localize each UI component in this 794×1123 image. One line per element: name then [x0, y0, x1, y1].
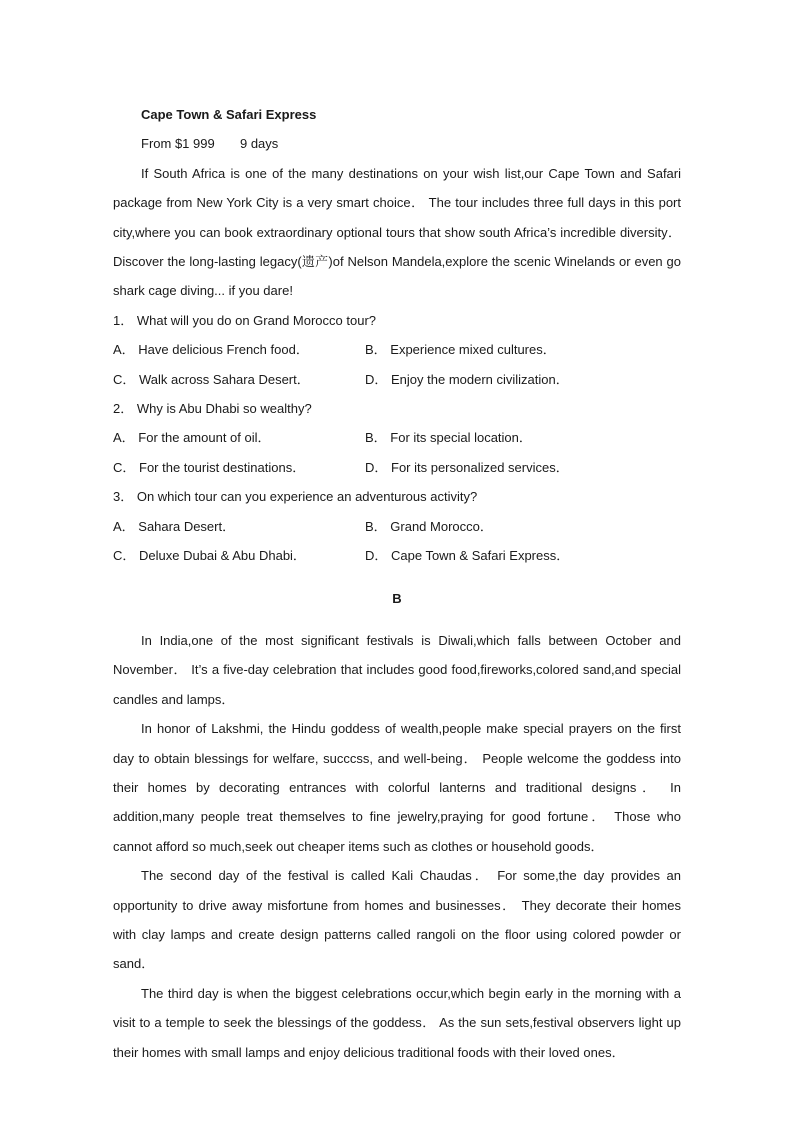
question-stem: 3． On which tour can you experience an adventurous activity?: [113, 489, 478, 505]
option-b: B． Experience mixed cultures．: [365, 342, 556, 358]
paragraph: In honor of Lakshmi, the Hindu goddess of wealth,people make special prayers on the first day to obtain blessings for welfare, succcss, and well-being． People welcome the goddess into their homes by decorating entrances with colorful lanterns and traditional designs． In addition,many people treat themselves to fine jewelry,praying for good fortune． Those who cannot afford so much,seek out cheaper items such as clothes or household goods．: [113, 721, 681, 854]
option-b: B． Grand Morocco．: [365, 518, 493, 534]
tour-description: If South Africa is one of the many destinations on your wish list,our Cape Town and Safari package from New York City is a very smart choice． The tour includes three full days in this port city,where you can book extraordinary optional tours that show south Africa’s incredible diversity． Discover the long-lasting legacy(遗产)of Nelson Mandela,explore the scenic Winelands or even go shark cage diving... if you dare!: [113, 165, 681, 299]
question-3: [113, 482, 681, 570]
option-d: D． Enjoy the modern civilization．: [365, 371, 569, 387]
question-stem: 2． Why is Abu Dhabi so wealthy?: [113, 401, 312, 417]
document-page: [113, 100, 681, 1067]
option-a: A． Sahara Desert．: [113, 518, 236, 534]
paragraph: In India,one of the most significant festivals is Diwali,which falls between October and November． It’s a five-day celebration that includes good food,fireworks,colored sand,and special candles and lamps．: [113, 632, 681, 707]
option-c: C． Walk across Sahara Desert．: [113, 371, 310, 387]
section-label-b: B: [392, 590, 402, 606]
option-c: C． Deluxe Dubai & Abu Dhabi．: [113, 548, 306, 564]
paragraph: The third day is when the biggest celebrations occur,which begin early in the morning with a visit to a temple to seek the blessings of the goddess． As the sun sets,festival observers light up their homes with small lamps and enjoy delicious traditional foods with their loved ones．: [113, 985, 681, 1060]
question-stem: 1． What will you do on Grand Morocco tour?: [113, 312, 377, 328]
question-1: [113, 306, 681, 394]
option-a: A． For the amount of oil．: [113, 430, 271, 446]
option-d: D． For its personalized services．: [365, 459, 569, 475]
option-a: A． Have delicious French food．: [113, 342, 309, 358]
option-b: B． For its special location．: [365, 430, 532, 446]
option-d: D． Cape Town & Safari Express．: [365, 548, 570, 564]
paragraph: The second day of the festival is called Kali Chaudas． For some,the day provides an opportunity to drive away misfortune from homes and businesses． They decorate their homes with clay lamps and create design patterns called rangoli on the floor using colored powder or sand．: [113, 868, 681, 972]
option-c: C． For the tourist destinations．: [113, 459, 306, 475]
tour-price-duration: From $1 999 9 days: [141, 136, 279, 152]
tour-title: Cape Town & Safari Express: [141, 107, 317, 122]
question-2: [113, 394, 681, 482]
